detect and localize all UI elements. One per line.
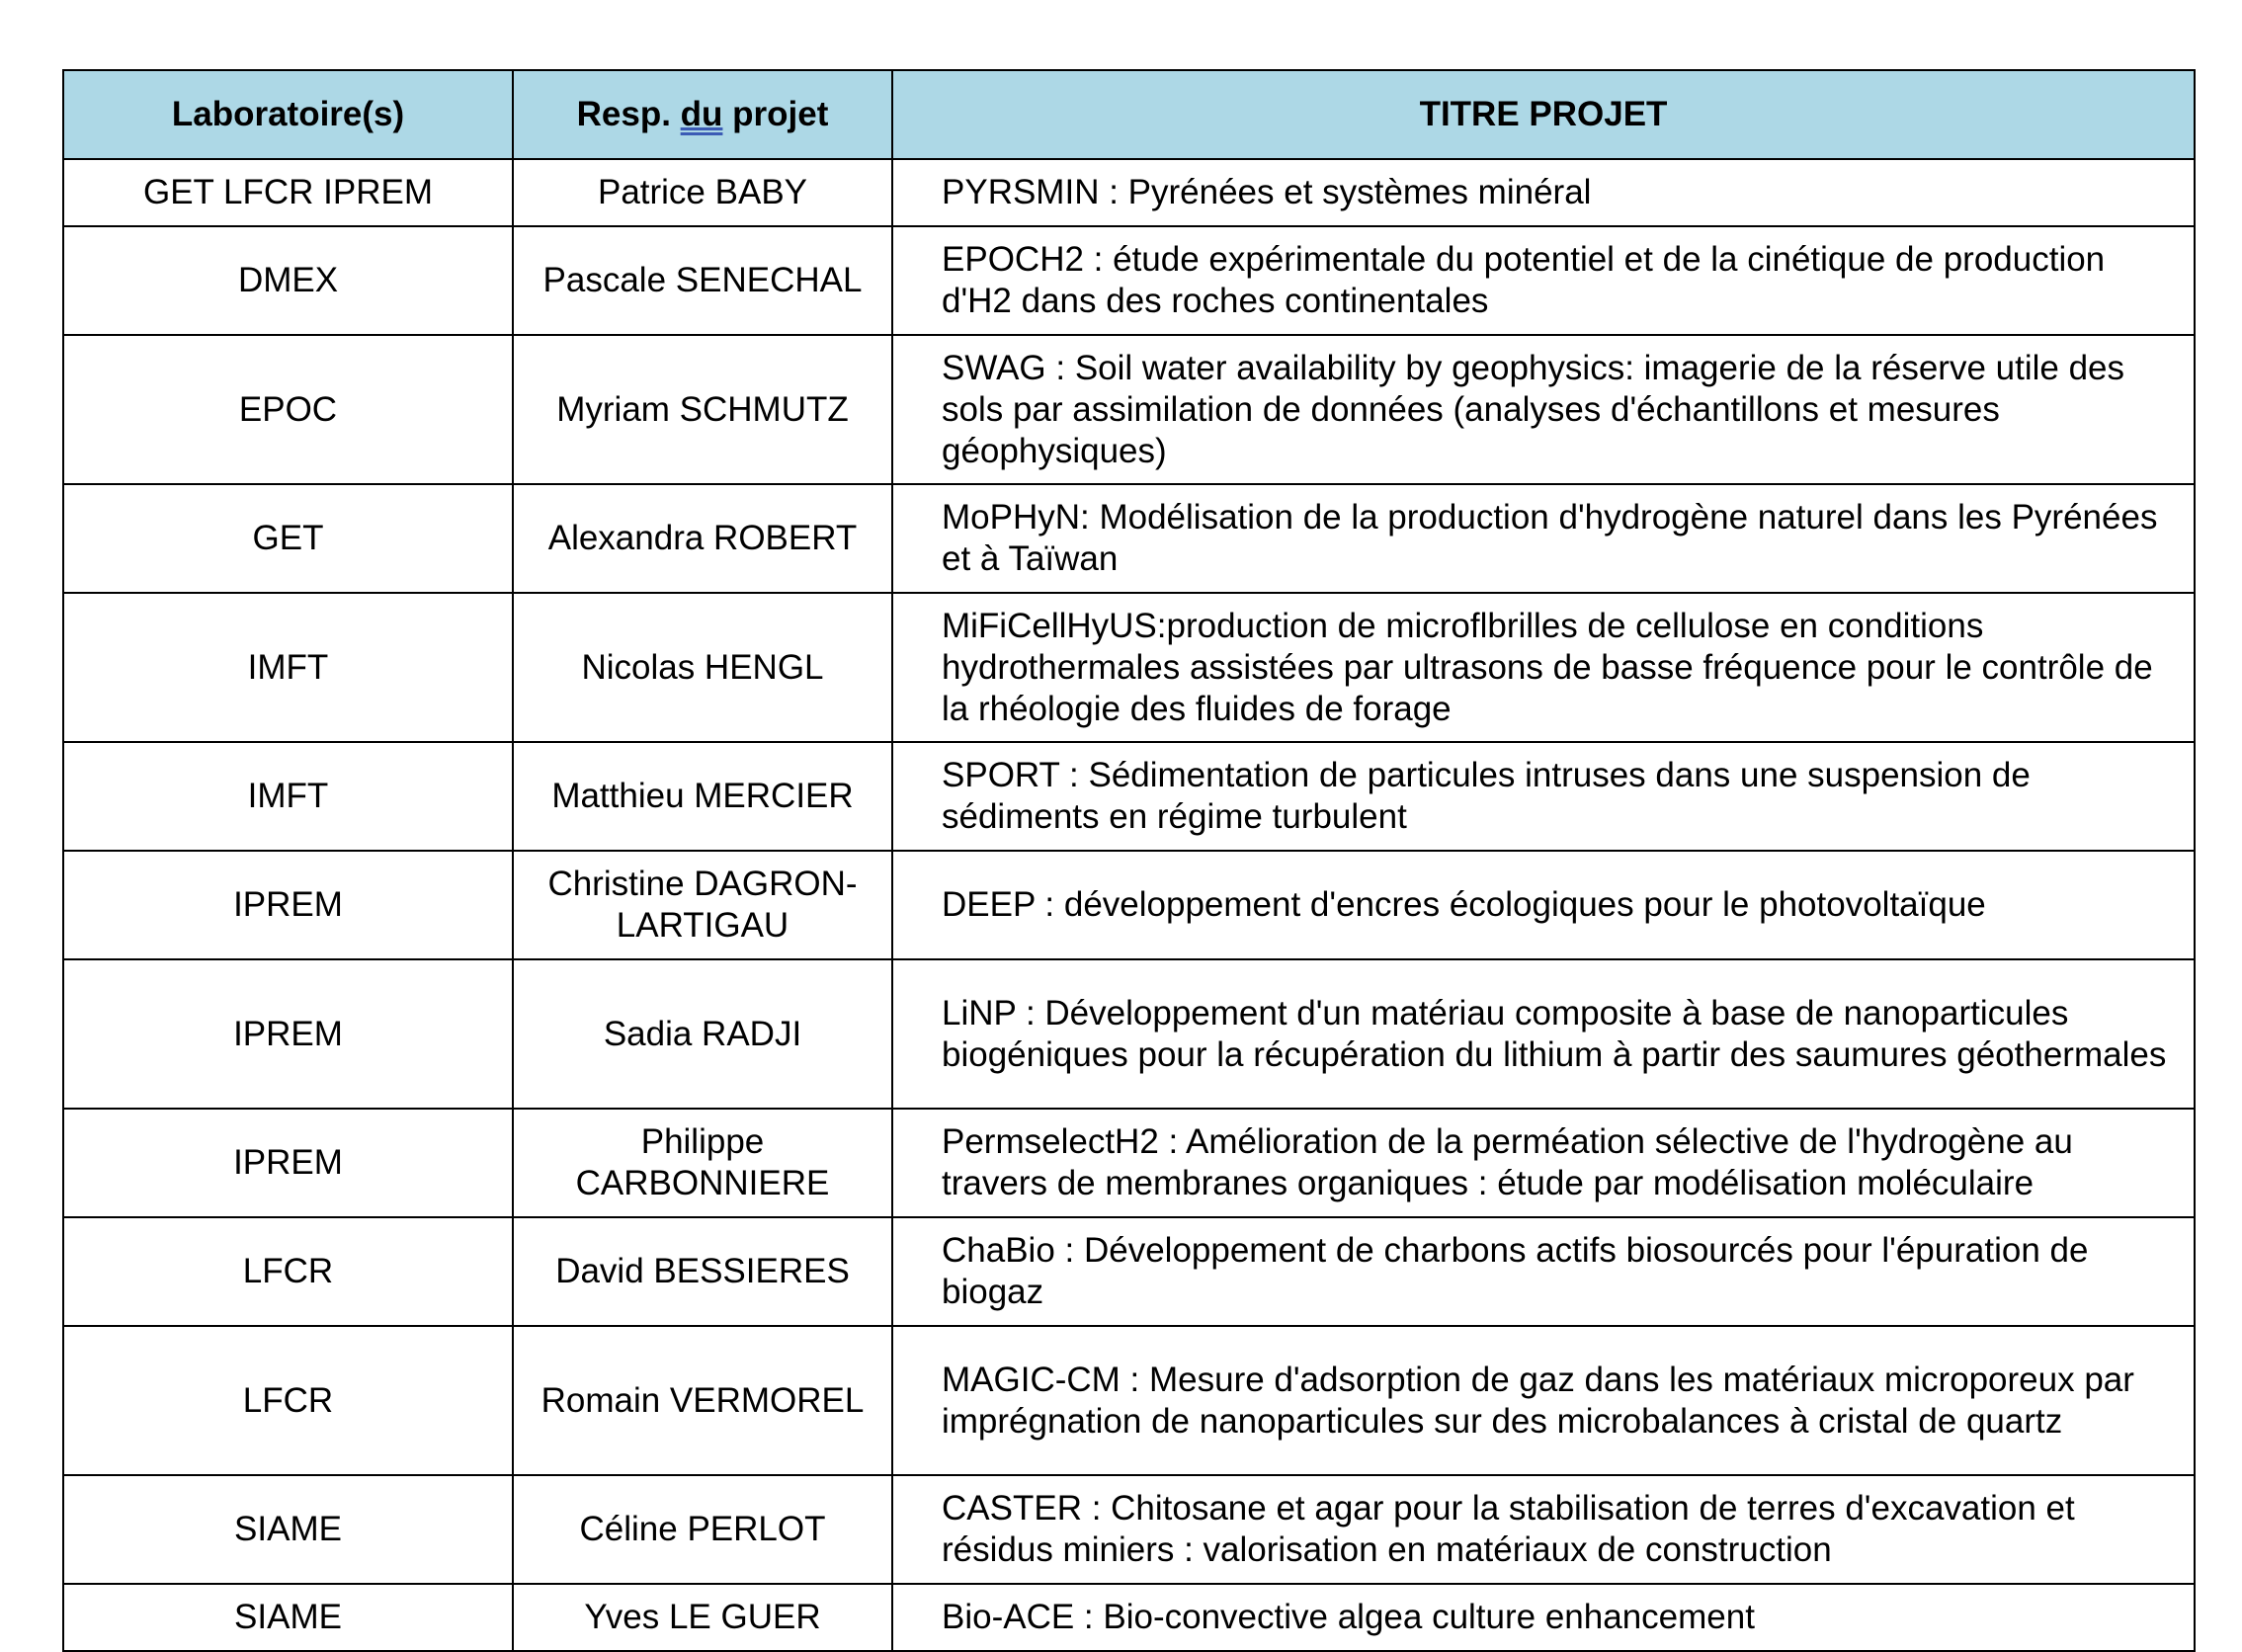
cell-titre: MoPHyN: Modélisation de la production d'hydrogène naturel dans les Pyrénées et à Taïwan xyxy=(892,484,2195,593)
cell-titre: MiFiCellHyUS:production de microflbrilles de cellulose en conditions hydrothermales assistées par ultrasons de basse fréquence pour le contrôle de la rhéologie des fluides de forage xyxy=(892,593,2195,742)
cell-laboratoire: IMFT xyxy=(63,593,513,742)
table-row xyxy=(63,593,2195,742)
header-resp-suffix: projet xyxy=(722,95,829,133)
cell-titre: PermselectH2 : Amélioration de la perméation sélective de l'hydrogène au travers de membranes organiques : étude par modélisation moléculaire xyxy=(892,1109,2195,1217)
cell-titre: DEEP : développement d'encres écologiques pour le photovoltaïque xyxy=(892,851,2195,959)
table-row xyxy=(63,959,2195,1109)
cell-titre: Bio-ACE : Bio-convective algea culture enhancement xyxy=(892,1584,2195,1651)
cell-responsable: Romain VERMOREL xyxy=(513,1326,892,1475)
header-resp-du: du xyxy=(680,95,723,133)
table-row xyxy=(63,1326,2195,1475)
cell-responsable: Christine DAGRON-LARTIGAU xyxy=(513,851,892,959)
cell-responsable: Sadia RADJI xyxy=(513,959,892,1109)
cell-laboratoire: LFCR xyxy=(63,1326,513,1475)
table-row xyxy=(63,484,2195,593)
cell-laboratoire: IMFT xyxy=(63,742,513,851)
cell-titre: SPORT : Sédimentation de particules intruses dans une suspension de sédiments en régime turbulent xyxy=(892,742,2195,851)
cell-laboratoire: IPREM xyxy=(63,851,513,959)
cell-laboratoire: SIAME xyxy=(63,1475,513,1584)
cell-laboratoire: EPOC xyxy=(63,335,513,484)
cell-responsable: Philippe CARBONNIERE xyxy=(513,1109,892,1217)
cell-responsable: Patrice BABY xyxy=(513,159,892,226)
cell-responsable: Yves LE GUER xyxy=(513,1584,892,1651)
cell-laboratoire: LFCR xyxy=(63,1217,513,1326)
cell-laboratoire: GET LFCR IPREM xyxy=(63,159,513,226)
table-row xyxy=(63,1109,2195,1217)
cell-laboratoire: IPREM xyxy=(63,1109,513,1217)
header-titre-projet: TITRE PROJET xyxy=(892,70,2195,159)
cell-responsable: Myriam SCHMUTZ xyxy=(513,335,892,484)
cell-responsable: Matthieu MERCIER xyxy=(513,742,892,851)
table-row xyxy=(63,159,2195,226)
table-row xyxy=(63,1475,2195,1584)
cell-responsable: Céline PERLOT xyxy=(513,1475,892,1584)
header-resp-part: Resp. xyxy=(576,95,681,133)
table-row xyxy=(63,1217,2195,1326)
cell-responsable: David BESSIERES xyxy=(513,1217,892,1326)
cell-laboratoire: SIAME xyxy=(63,1584,513,1651)
cell-responsable: Pascale SENECHAL xyxy=(513,226,892,335)
header-row xyxy=(63,70,2195,159)
cell-laboratoire: IPREM xyxy=(63,959,513,1109)
cell-laboratoire: DMEX xyxy=(63,226,513,335)
cell-laboratoire: GET xyxy=(63,484,513,593)
cell-responsable: Alexandra ROBERT xyxy=(513,484,892,593)
table-row xyxy=(63,742,2195,851)
table-body xyxy=(63,159,2195,1651)
projects-table xyxy=(62,69,2196,1652)
cell-titre: CASTER : Chitosane et agar pour la stabilisation de terres d'excavation et résidus miniers : valorisation en matériaux de construction xyxy=(892,1475,2195,1584)
table-row xyxy=(63,335,2195,484)
table-row xyxy=(63,851,2195,959)
table-header xyxy=(63,70,2195,159)
cell-titre: MAGIC-CM : Mesure d'adsorption de gaz dans les matériaux microporeux par imprégnation de nanoparticules sur des microbalances à cristal de quartz xyxy=(892,1326,2195,1475)
cell-titre: EPOCH2 : étude expérimentale du potentiel et de la cinétique de production d'H2 dans des roches continentales xyxy=(892,226,2195,335)
cell-titre: PYRSMIN : Pyrénées et systèmes minéral xyxy=(892,159,2195,226)
cell-titre: LiNP : Développement d'un matériau composite à base de nanoparticules biogéniques pour la récupération du lithium à partir des saumures géothermales xyxy=(892,959,2195,1109)
cell-titre: SWAG : Soil water availability by geophysics: imagerie de la réserve utile des sols par assimilation de données (analyses d'échantillons et mesures géophysiques) xyxy=(892,335,2195,484)
table-row xyxy=(63,226,2195,335)
table-row xyxy=(63,1584,2195,1651)
cell-responsable: Nicolas HENGL xyxy=(513,593,892,742)
header-responsable xyxy=(513,70,892,159)
header-laboratoires: Laboratoire(s) xyxy=(63,70,513,159)
cell-titre: ChaBio : Développement de charbons actifs biosourcés pour l'épuration de biogaz xyxy=(892,1217,2195,1326)
